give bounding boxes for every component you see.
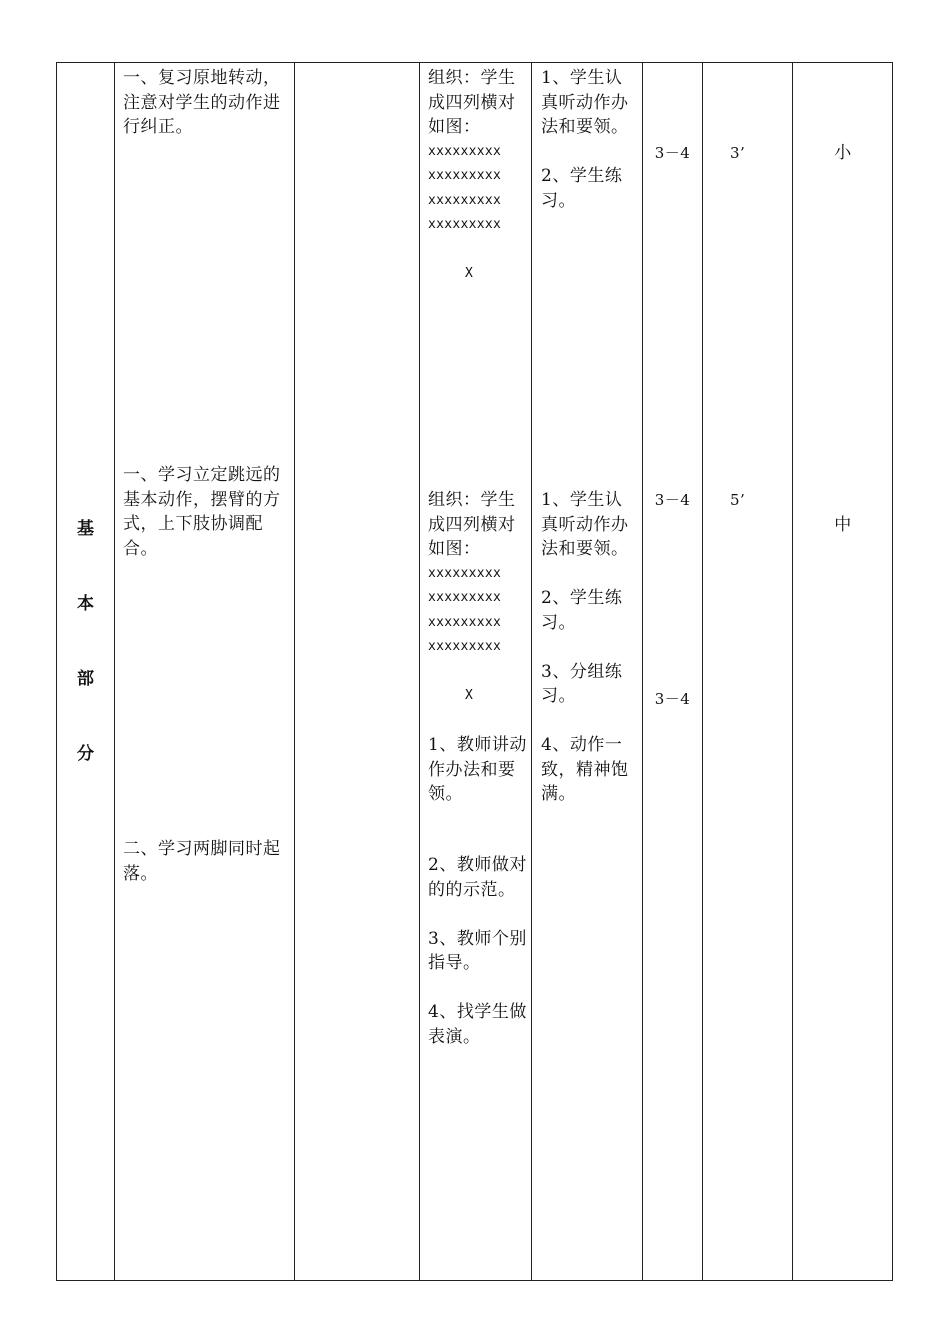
column-divider xyxy=(702,63,703,1280)
student-step: 3、分组练习。 xyxy=(541,661,623,706)
content-text: 一、学习立定跳远的基本动作，摆臂的方式，上下肢协调配合。 xyxy=(123,465,281,559)
intensity-part2: 中 xyxy=(834,515,852,535)
content-text: 一、复习原地转动，注意对学生的动作进行纠正。 xyxy=(123,68,281,137)
student-activity-part1 xyxy=(541,66,633,213)
teacher-step: 3、教师个别指导。 xyxy=(428,928,527,973)
column-divider xyxy=(114,63,115,1280)
formation-row: xxxxxxxxx xyxy=(428,143,502,159)
formation-row: xxxxxxxxx xyxy=(428,639,502,654)
formation-row: xxxxxxxxx xyxy=(428,565,502,581)
formation-row: xxxxxxxxx xyxy=(428,168,502,183)
student-step: 4、动作一致，精神饱满。 xyxy=(541,735,629,804)
content-text: 二、学习两脚同时起落。 xyxy=(123,839,281,884)
teacher-step: 4、找学生做表演。 xyxy=(428,1002,527,1047)
formation-row: xxxxxxxxx xyxy=(428,217,502,232)
student-step: 2、学生练习。 xyxy=(541,166,623,211)
intensity-part1: 小 xyxy=(834,143,852,163)
section-label-char: 基 xyxy=(77,519,94,539)
student-step: 1、学生认真听动作办法和要领。 xyxy=(541,68,629,137)
section-label-char: 分 xyxy=(77,744,94,764)
teacher-step: 1、教师讲动作办法和要领。 xyxy=(428,735,527,804)
times-part1: 3－4 xyxy=(654,144,691,162)
formation-row: xxxxxxxxx xyxy=(428,192,502,208)
lesson-table xyxy=(56,62,893,1281)
organization-part1 xyxy=(428,66,528,287)
teacher-step: 2、教师做对的的示范。 xyxy=(428,855,527,900)
formation-row: xxxxxxxxx xyxy=(428,614,502,630)
duration-part1: 3’ xyxy=(730,144,746,162)
content-part2-second xyxy=(123,837,283,886)
duration-part2: 5’ xyxy=(730,491,746,509)
section-label-char: 本 xyxy=(77,594,94,614)
organization-part2 xyxy=(428,488,528,1049)
content-part1 xyxy=(123,66,283,140)
column-divider xyxy=(419,63,420,1280)
teacher-marker: X xyxy=(465,266,474,281)
student-step: 1、学生认真听动作办法和要领。 xyxy=(541,490,629,559)
times-part2-second: 3－4 xyxy=(654,690,691,708)
column-divider xyxy=(642,63,643,1280)
formation-row: xxxxxxxxx xyxy=(428,590,502,605)
column-divider xyxy=(294,63,295,1280)
organization-intro: 组织：学生成四列横对如图： xyxy=(428,490,516,559)
teacher-marker: X xyxy=(465,688,474,703)
student-step: 2、学生练习。 xyxy=(541,588,623,633)
section-label-char: 部 xyxy=(77,669,94,689)
student-activity-part2 xyxy=(541,488,633,807)
times-part2: 3－4 xyxy=(654,491,691,509)
column-divider xyxy=(531,63,532,1280)
content-part2 xyxy=(123,463,283,561)
organization-intro: 组织：学生成四列横对如图： xyxy=(428,68,516,137)
column-divider xyxy=(792,63,793,1280)
